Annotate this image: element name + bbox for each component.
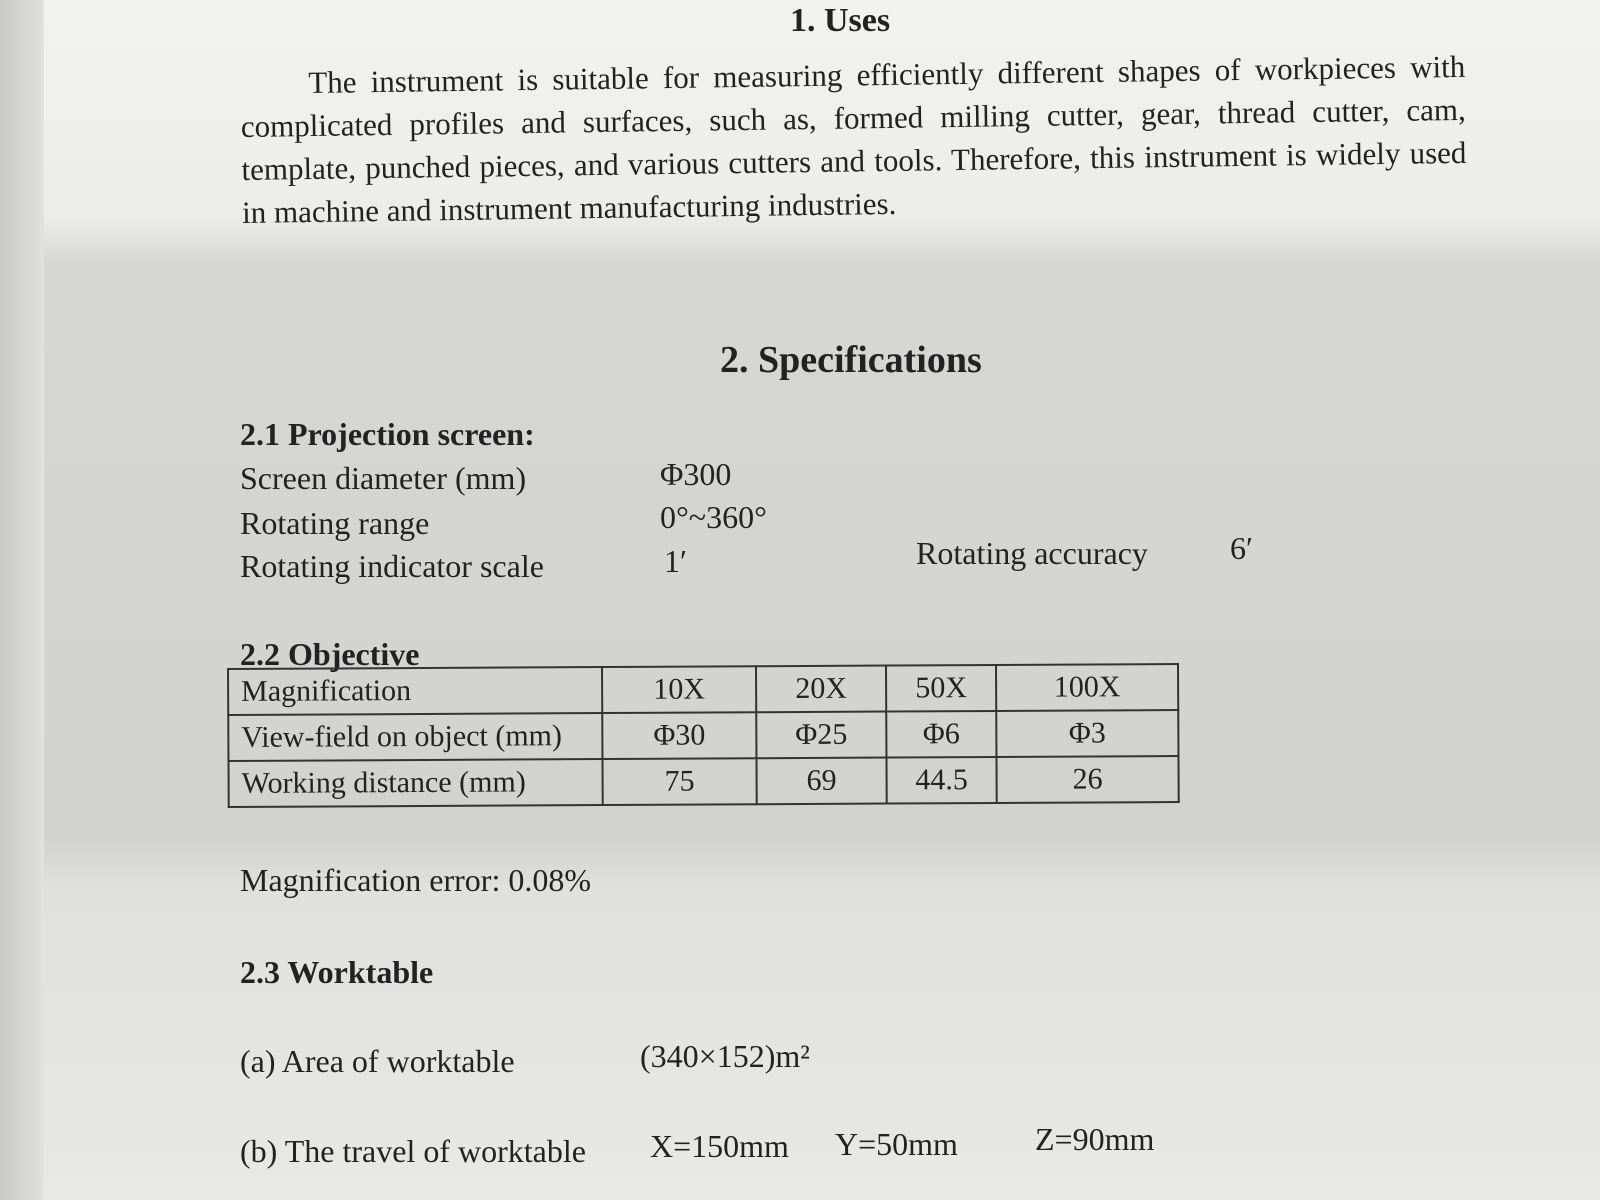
table-row-label: Working distance (mm) xyxy=(228,759,602,807)
travel-y-value: Y=50mm xyxy=(835,1126,958,1162)
worktable-heading: 2.3 Worktable xyxy=(240,954,434,990)
table-cell: Φ6 xyxy=(886,711,996,758)
table-row-label: Magnification xyxy=(228,667,602,715)
rotating-accuracy-value: 6′ xyxy=(1230,530,1253,566)
table-cell: 26 xyxy=(996,756,1178,803)
table-cell: 20X xyxy=(756,666,886,713)
specifications-heading: 2. Specifications xyxy=(720,339,982,381)
table-row xyxy=(228,756,1178,807)
table-cell: 44.5 xyxy=(886,757,996,804)
table-cell: 69 xyxy=(756,758,886,805)
rotating-indicator-value: 1′ xyxy=(664,543,687,579)
rotating-range-value: 0°~360° xyxy=(660,499,767,535)
rotating-indicator-label: Rotating indicator scale xyxy=(240,548,544,584)
travel-z-value: Z=90mm xyxy=(1035,1121,1155,1157)
screen-diameter-label: Screen diameter (mm) xyxy=(240,460,527,496)
uses-paragraph: The instrument is suitable for measuring efficiently different shapes of workpieces with complicated profiles and surfaces, such as, formed milling cutter, gear, thread cutter, cam, template, punched pieces, and various cutters and tools. Therefore, this instrument is widely used in machine and instrument manufacturing industries. xyxy=(240,48,1467,230)
objective-table xyxy=(227,663,1180,808)
page-edge-shadow xyxy=(0,0,44,1200)
table-cell: 100X xyxy=(996,664,1178,711)
worktable-area-value: (340×152)m² xyxy=(640,1038,810,1074)
objective-heading: 2.2 Objective xyxy=(240,636,420,672)
projection-screen-heading: 2.1 Projection screen: xyxy=(240,416,535,452)
travel-x-value: X=150mm xyxy=(650,1128,789,1164)
table-cell: Φ25 xyxy=(756,712,886,759)
table-cell: Φ3 xyxy=(996,710,1178,757)
screen-diameter-value: Φ300 xyxy=(660,456,732,492)
worktable-travel-label: (b) The travel of worktable xyxy=(240,1133,586,1169)
worktable-area-label: (a) Area of worktable xyxy=(240,1043,515,1079)
table-cell: 75 xyxy=(602,758,756,805)
table-cell: 10X xyxy=(602,666,756,713)
table-row xyxy=(228,710,1178,761)
table-row xyxy=(228,664,1178,715)
table-row-label: View-field on object (mm) xyxy=(228,713,602,761)
table-cell: Φ30 xyxy=(602,712,756,759)
table-cell: 50X xyxy=(886,665,996,712)
rotating-accuracy-label: Rotating accuracy xyxy=(916,535,1148,571)
uses-heading: 1. Uses xyxy=(790,2,891,39)
rotating-range-label: Rotating range xyxy=(240,505,430,541)
magnification-error: Magnification error: 0.08% xyxy=(240,862,591,898)
